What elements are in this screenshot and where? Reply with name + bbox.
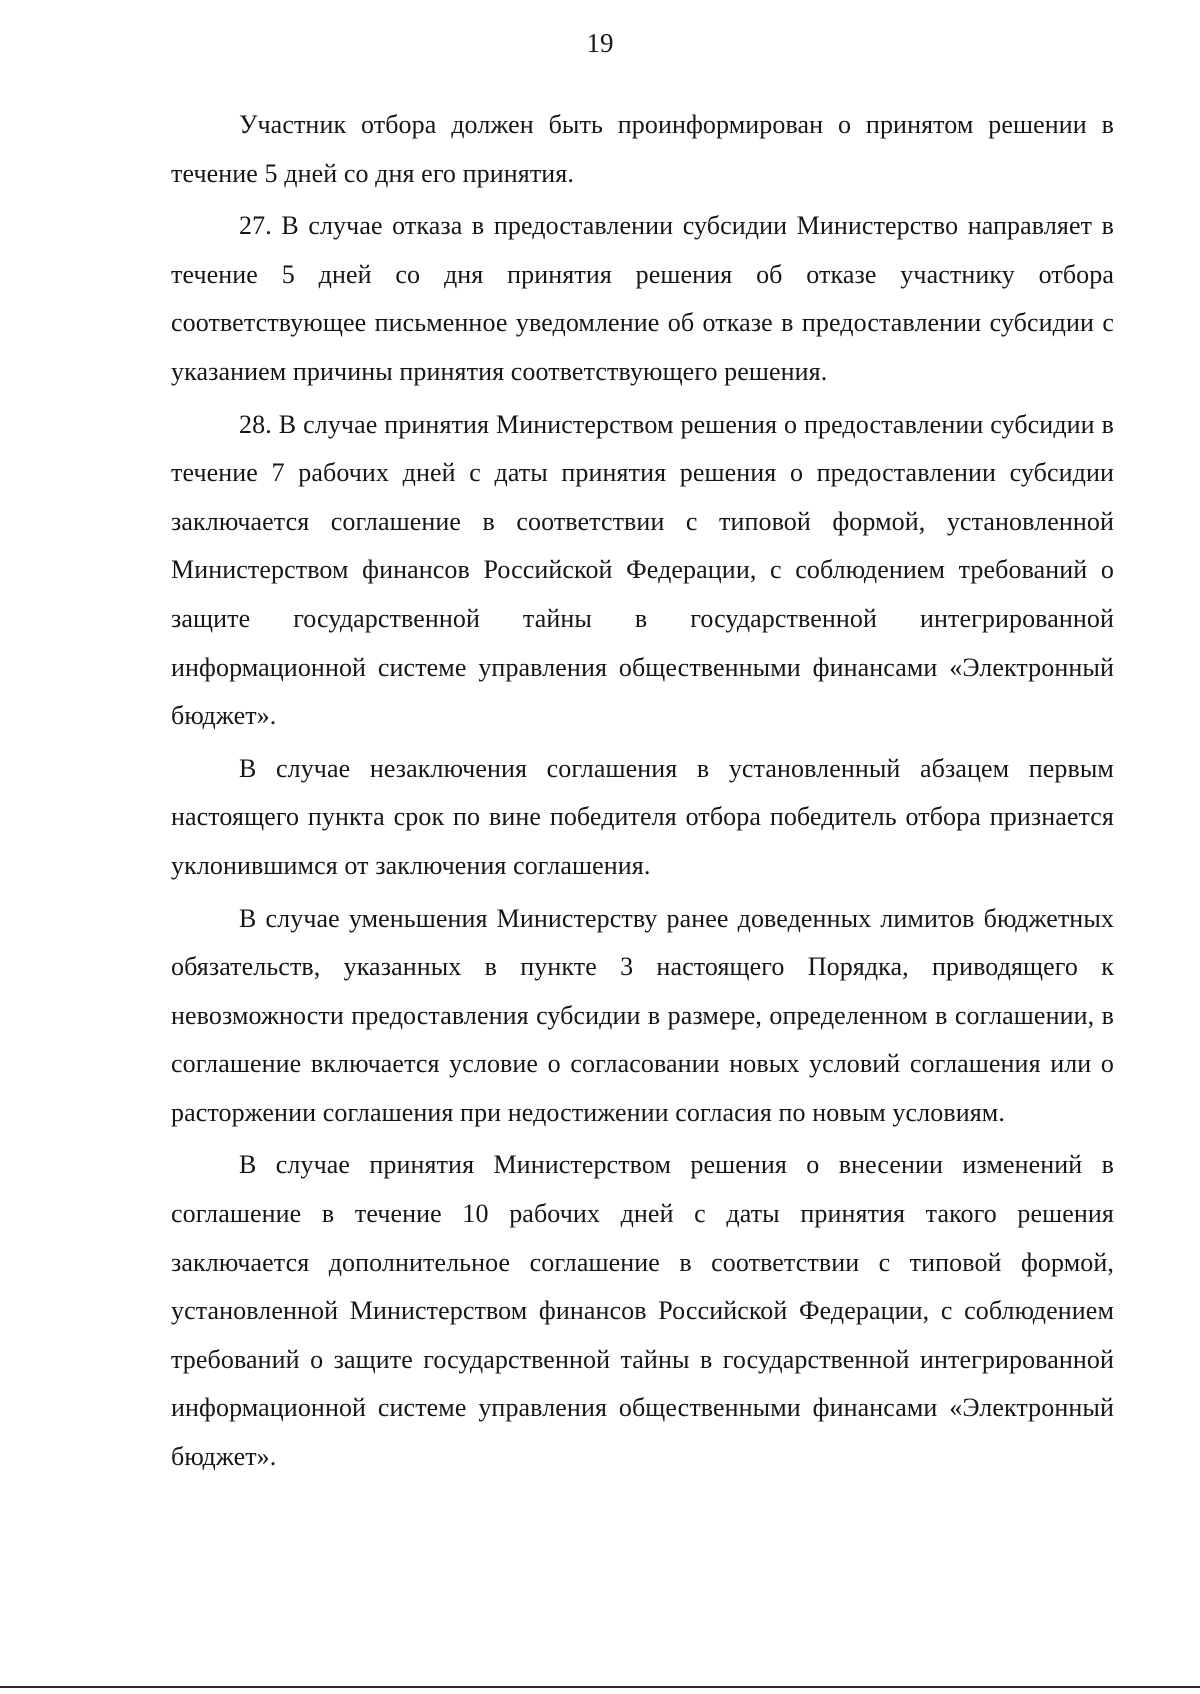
paragraph-notification-term: Участник отбора должен быть проинформирован о принятом решении в течение 5 дней со дня его принятия. — [171, 110, 1114, 188]
page-number: 19 — [586, 28, 614, 58]
paragraph-non-conclusion: В случае незаключения соглашения в установленный абзацем первым настоящего пункта срок по вине победителя отбора победитель отбора признается уклонившимся от заключения соглашения. — [171, 753, 1114, 880]
document-body — [171, 101, 1114, 1486]
paragraph-amendments: В случае принятия Министерством решения о внесении изменений в соглашение в течение 10 рабочих дней с даты принятия такого решения заключается дополнительное соглашение в соответствии с типовой формой, установленной Министерством финансов Российской Федерации, с соблюдением требований о защите государственной тайны в государственной интегрированной информационной системе управления общественными финансами «Электронный бюджет». — [171, 1150, 1114, 1472]
bottom-border-line — [0, 1686, 1200, 1688]
paragraph-item-27: 27. В случае отказа в предоставлении субсидии Министерство направляет в течение 5 дней со дня принятия решения об отказе участнику отбора соответствующее письменное уведомление об отказе в предоставлении субсидии с указанием причины принятия соответствующего решения. — [171, 211, 1114, 386]
paragraph-item-28: 28. В случае принятия Министерством решения о предоставлении субсидии в течение 7 рабочих дней с даты принятия решения о предоставлении субсидии заключается соглашение в соответствии с типовой формой, установленной Министерством финансов Российской Федерации, с соблюдением требований о защите государственной тайны в государственной интегрированной информационной системе управления общественными финансами «Электронный бюджет». — [171, 409, 1114, 731]
paragraph-limits-reduction: В случае уменьшения Министерству ранее доведенных лимитов бюджетных обязательств, указанных в пункте 3 настоящего Порядка, приводящего к невозможности предоставления субсидии в размере, определенном в соглашении, в соглашение включается условие о согласовании новых условий соглашения или о расторжении соглашения при недостижении согласия по новым условиям. — [171, 903, 1114, 1127]
